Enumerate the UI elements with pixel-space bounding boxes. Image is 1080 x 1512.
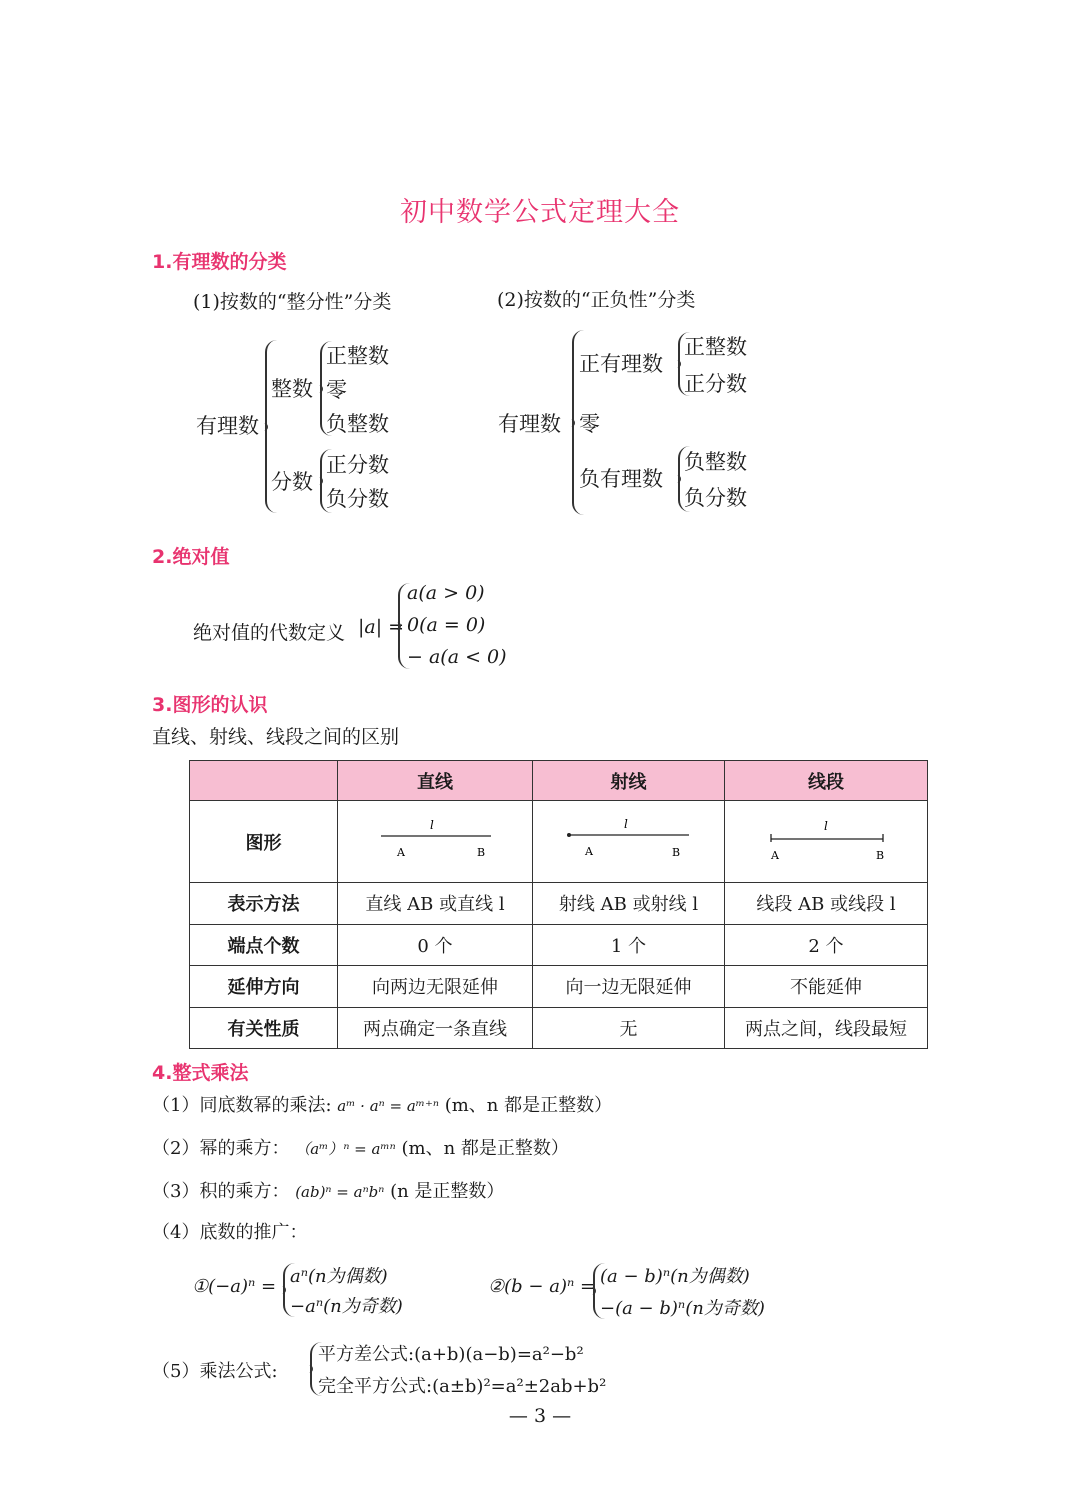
generalization-2-lhs: ②(b − a)ⁿ = bbox=[488, 1276, 596, 1297]
point-label: B bbox=[477, 846, 486, 859]
point-label: A bbox=[397, 846, 405, 859]
case-line: −aⁿ(n为奇数) bbox=[290, 1296, 403, 1317]
point-label: A bbox=[584, 845, 593, 858]
taxonomy-leaf: 负整数 bbox=[684, 450, 747, 474]
table-cell: 无 bbox=[533, 1007, 725, 1049]
taxonomy-leaf: 负整数 bbox=[326, 412, 389, 436]
taxonomy-node: 零 bbox=[579, 412, 600, 436]
taxonomy-node: 分数 bbox=[271, 470, 313, 494]
table-cell: 0 个 bbox=[338, 924, 533, 966]
line-label: l bbox=[623, 817, 628, 831]
segment-figure-cell bbox=[725, 801, 928, 883]
taxonomy-node: 正有理数 bbox=[579, 352, 663, 376]
case-line: 完全平方公式:(a±b)²=a²±2ab+b² bbox=[318, 1376, 607, 1397]
formula-item-4: （4）底数的推广： bbox=[152, 1222, 308, 1243]
row-header: 表示方法 bbox=[190, 883, 338, 925]
row-header: 端点个数 bbox=[190, 924, 338, 966]
formula-note: (m、n 都是正整数） bbox=[444, 1095, 613, 1116]
segment-figure bbox=[731, 809, 921, 869]
table-row bbox=[190, 1007, 928, 1049]
section-3-heading: 3.图形的认识 bbox=[152, 694, 268, 716]
section-1-heading: 1.有理数的分类 bbox=[152, 251, 287, 273]
table-cell: 两点确定一条直线 bbox=[338, 1007, 533, 1049]
formula-expression: (ab)ⁿ = aⁿbⁿ bbox=[295, 1183, 385, 1201]
taxonomy-root: 有理数 bbox=[196, 414, 259, 438]
page-title: 初中数学公式定理大全 bbox=[400, 197, 680, 228]
taxonomy-leaf: 零 bbox=[326, 378, 347, 402]
ray-figure-cell bbox=[533, 801, 725, 883]
case-line: a(a > 0) bbox=[407, 582, 485, 604]
formula-label: （3）积的乘方： bbox=[152, 1181, 290, 1202]
absolute-value-lhs: |a| = bbox=[358, 616, 405, 638]
table-subtitle: 直线、射线、线段之间的区别 bbox=[152, 726, 400, 748]
table-cell: 向两边无限延伸 bbox=[338, 966, 533, 1008]
line-ray-segment-table bbox=[189, 760, 928, 1049]
formula-item-1 bbox=[152, 1091, 612, 1117]
table-cell: 2 个 bbox=[725, 924, 928, 966]
formula-item-5: （5）乘法公式: bbox=[152, 1361, 278, 1382]
generalization-1-lhs: ①(−a)ⁿ = bbox=[192, 1276, 277, 1297]
classification-caption-1: (1)按数的“整分性”分类 bbox=[193, 291, 392, 313]
taxonomy-leaf: 正分数 bbox=[684, 372, 747, 396]
taxonomy-node: 负有理数 bbox=[579, 467, 663, 491]
formula-label: （2）幂的乘方： bbox=[152, 1138, 290, 1159]
taxonomy-leaf: 正整数 bbox=[684, 335, 747, 359]
formula-note: (m、n 都是正整数） bbox=[401, 1138, 569, 1159]
absolute-value-label: 绝对值的代数定义 bbox=[193, 622, 346, 644]
taxonomy-leaf: 负分数 bbox=[684, 486, 747, 510]
formula-expression: （aᵐ）ⁿ = aᵐⁿ bbox=[295, 1140, 396, 1158]
case-line: − a(a < 0) bbox=[407, 646, 507, 668]
line-figure bbox=[345, 809, 525, 869]
row-header: 图形 bbox=[190, 801, 338, 883]
line-label: l bbox=[430, 818, 434, 832]
formula-item-2 bbox=[152, 1134, 569, 1160]
row-header: 有关性质 bbox=[190, 1007, 338, 1049]
section-4-heading: 4.整式乘法 bbox=[152, 1062, 249, 1084]
formula-note: (n 是正整数） bbox=[390, 1181, 505, 1202]
point-label: B bbox=[876, 849, 885, 862]
case-line: aⁿ(n为偶数) bbox=[290, 1266, 388, 1287]
line-label: l bbox=[824, 819, 828, 833]
table-header-row bbox=[190, 761, 928, 801]
table-cell: 不能延伸 bbox=[725, 966, 928, 1008]
table-row bbox=[190, 801, 928, 883]
taxonomy-root: 有理数 bbox=[498, 412, 561, 436]
table-row bbox=[190, 924, 928, 966]
table-cell: 向一边无限延伸 bbox=[533, 966, 725, 1008]
line-figure-cell bbox=[338, 801, 533, 883]
table-cell: 线段 AB 或线段 l bbox=[725, 883, 928, 925]
taxonomy-leaf: 负分数 bbox=[326, 487, 389, 511]
taxonomy-leaf: 正分数 bbox=[326, 453, 389, 477]
column-header: 线段 bbox=[725, 761, 928, 801]
case-line: 平方差公式:(a+b)(a−b)=a²−b² bbox=[318, 1344, 584, 1365]
table-corner bbox=[190, 761, 338, 801]
row-header: 延伸方向 bbox=[190, 966, 338, 1008]
table-cell: 两点之间，线段最短 bbox=[725, 1007, 928, 1049]
section-2-heading: 2.绝对值 bbox=[152, 546, 230, 568]
table-cell: 直线 AB 或直线 l bbox=[338, 883, 533, 925]
formula-item-3 bbox=[152, 1177, 504, 1203]
taxonomy-leaf: 正整数 bbox=[326, 344, 389, 368]
classification-caption-2: (2)按数的“正负性”分类 bbox=[497, 289, 696, 311]
case-line: (a − b)ⁿ(n为偶数) bbox=[600, 1266, 750, 1287]
ray-figure bbox=[539, 809, 719, 869]
taxonomy-node: 整数 bbox=[271, 377, 313, 401]
table-row bbox=[190, 883, 928, 925]
page-number: — 3 — bbox=[508, 1405, 572, 1427]
table-cell: 射线 AB 或射线 l bbox=[533, 883, 725, 925]
table-cell: 1 个 bbox=[533, 924, 725, 966]
column-header: 射线 bbox=[533, 761, 725, 801]
point-label: B bbox=[671, 846, 680, 859]
table-row bbox=[190, 966, 928, 1008]
case-line: −(a − b)ⁿ(n为奇数) bbox=[600, 1298, 765, 1319]
formula-label: （1）同底数幂的乘法: bbox=[152, 1095, 332, 1116]
point-label: A bbox=[771, 849, 779, 862]
formula-expression: aᵐ · aⁿ = aᵐ⁺ⁿ bbox=[337, 1097, 439, 1115]
case-line: 0(a = 0) bbox=[407, 614, 486, 636]
column-header: 直线 bbox=[338, 761, 533, 801]
